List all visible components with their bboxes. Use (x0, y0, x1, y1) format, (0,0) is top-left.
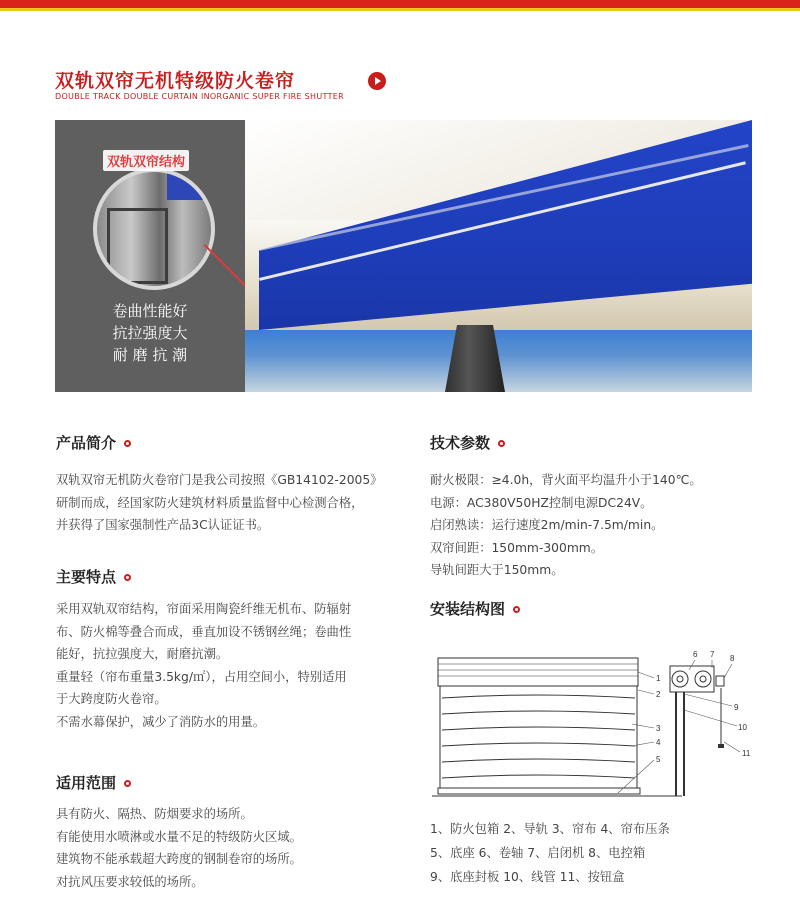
shutter-photo (245, 120, 752, 392)
callout-6: 6 (693, 650, 698, 659)
specs-paragraph: 耐火极限：≥4.0h，背火面平均温升小于140℃。 电源：AC380V50HZ控制电源DC24V。 启闭熟读：运行速度2m/min-7.5m/min。 双帘间距：150mm-300mm。 导轨间距大于150mm。 (430, 473, 702, 577)
feature-line: 抗拉强度大 (112, 324, 188, 342)
intro-paragraph: 双轨双帘无机防火卷帘门是我公司按照《GB14102-2005》 研制而成，经国家防火建筑材料质量监督中心检测合格， 并获得了国家强制性产品3C认证证书。 (56, 473, 383, 532)
page-title: 双轨双帘无机特级防火卷帘 (55, 70, 296, 92)
section-heading-intro: 产品简介 (56, 432, 131, 453)
callout-2: 2 (656, 690, 661, 699)
callout-5: 5 (656, 755, 661, 764)
structure-closeup-image (93, 168, 215, 290)
top-accent-bar (0, 0, 800, 8)
callout-11: 11 (742, 749, 751, 758)
page-subtitle-en: DOUBLE TRACK DOUBLE CURTAIN INORGANIC SUPER FIRE SHUTTER (55, 92, 344, 101)
features-paragraph: 采用双轨双帘结构，帘面采用陶瓷纤维无机布、防辐射 布、防火棉等叠合而成，垂直加设不锈钢丝绳；卷曲性 能好，抗拉强度大，耐磨抗潮。 重量轻（帘布重量3.5kg/㎡），占用空间小，特别适用 于大跨度防火卷帘。 不需水幕保护，减少了消防水的用量。 (56, 602, 352, 729)
bullet-icon (513, 606, 520, 613)
callout-8: 8 (730, 654, 735, 663)
scope-paragraph: 具有防火、隔热、防烟要求的场所。 有能使用水喷淋或水量不足的特级防火区域。 建筑物不能承载超大跨度的钢制卷帘的场所。 对抗风压要求较低的场所。 (56, 807, 302, 889)
callout-7: 7 (710, 650, 715, 659)
installation-diagram (432, 648, 762, 816)
section-heading-scope: 适用范围 (56, 772, 131, 793)
play-icon[interactable] (368, 72, 386, 90)
section-heading-install: 安装结构图 (430, 598, 520, 619)
section-heading-features: 主要特点 (56, 566, 131, 587)
callout-1: 1 (656, 674, 661, 683)
callout-9: 9 (734, 703, 739, 712)
callout-10: 10 (738, 723, 747, 732)
bullet-icon (498, 440, 505, 447)
feature-list (55, 300, 245, 366)
diagram-legend: 1、防火包箱 2、导轨 3、帘布 4、帘布压条 5、底座 6、卷轴 7、启闭机 8、电控箱 9、底座封板 10、线管 11、按钮盒 (430, 822, 670, 884)
feature-line: 卷曲性能好 (112, 302, 188, 320)
product-banner (55, 120, 752, 392)
callout-4: 4 (656, 738, 661, 747)
bullet-icon (124, 780, 131, 787)
top-accent-stripe (0, 8, 800, 11)
bullet-icon (124, 440, 131, 447)
feature-line: 耐 磨 抗 潮 (112, 346, 188, 364)
callout-3: 3 (656, 724, 661, 733)
structure-label: 双轨双帘结构 (103, 150, 189, 171)
section-heading-specs: 技术参数 (430, 432, 505, 453)
bullet-icon (124, 574, 131, 581)
